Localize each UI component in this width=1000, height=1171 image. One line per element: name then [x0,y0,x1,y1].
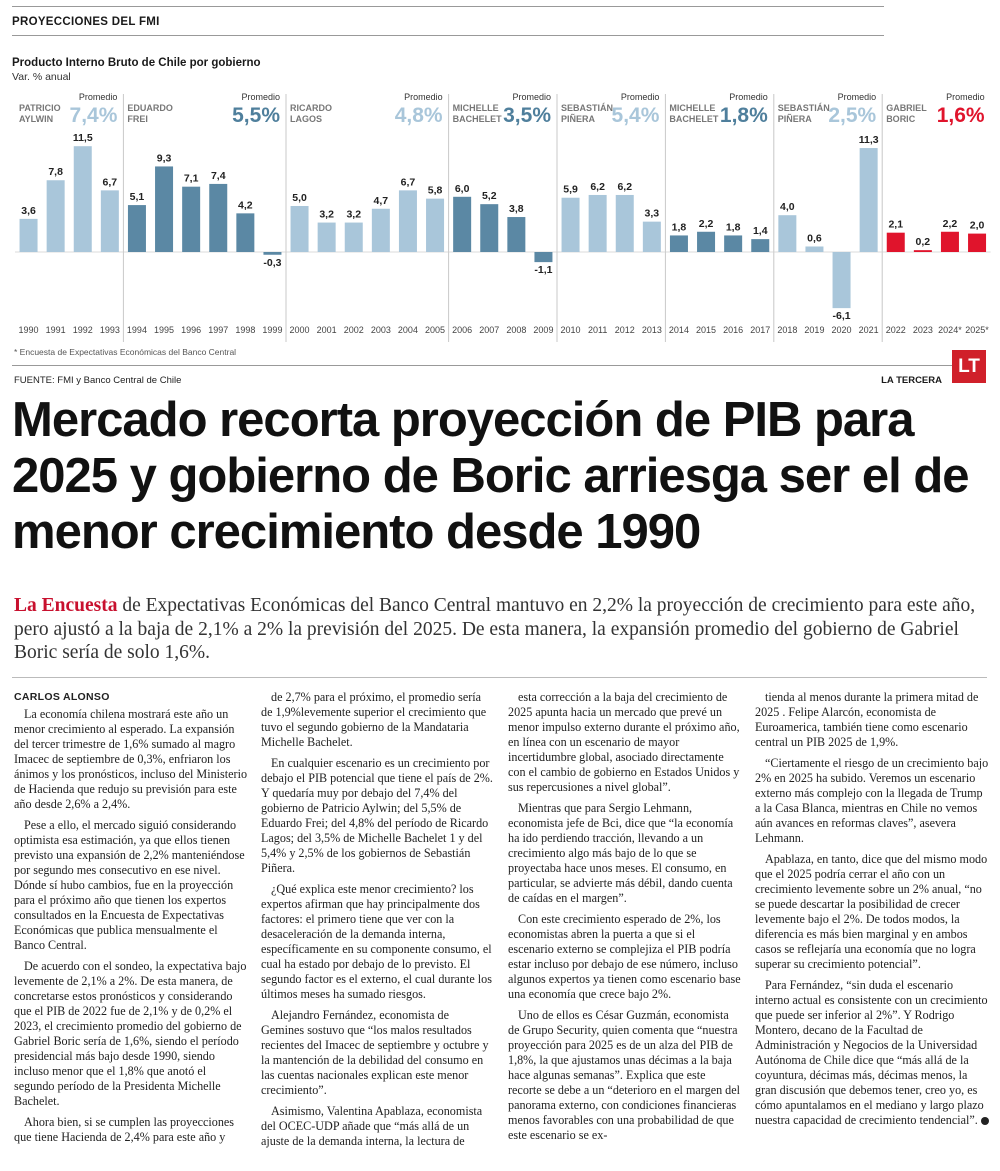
promedio-label: Promedio [837,92,877,102]
value-label: 3,6 [21,204,36,217]
article-paragraph: Asimismo, Valentina Apablaza, economista del OCEC-UDP añade que “más allá de un ajuste de la demanda interna, la lectura de [261,1104,483,1148]
value-label: 6,0 [454,182,470,195]
article-paragraph: “Ciertamente el riesgo de un crecimiento bajo 2% en 2025 ha subido. Veremos un escenario externo más complejo con la llegada de Trump a la Casa Blanca, mientras en Chile no vemos aún avances en reformas claves”, asevera Lehmann. [755,756,989,845]
article-paragraph: ¿Qué explica este menor crecimiento? los expertos afirman que hay principalmente dos factores: el primero tiene que ver con la desaceleración de la demanda interna, específicamente en su componente consumo, el cual ha estado por debajo de lo previsto. El segundo factor es el externo, el cual durante los últimos meses ha sumado riesgos. [261,882,492,1001]
government-name: MICHELLE [669,103,716,113]
article-body [14,690,989,1165]
year-label: 2004 [397,325,418,335]
year-label: 2018 [777,325,798,335]
value-label: 5,8 [427,184,443,197]
year-label: 1997 [208,325,229,335]
promedio-label: Promedio [78,92,118,102]
bar-2008 [507,217,525,252]
government-name: SEBASTIÁN [777,103,830,113]
value-label: 5,9 [563,183,578,196]
government-average: 4,8% [394,104,443,127]
bar-2006 [453,197,471,252]
value-label: 4,2 [238,199,253,212]
promedio-label: Promedio [404,92,443,102]
article-paragraph: de 2,7% para el próximo, el promedio sería de 1,9%levemente superior el crecimiento que tuvo el segundo gobierno de la Mandataria Michelle Bachelet. [261,690,487,749]
bar-2003 [372,209,390,252]
bar-1990 [20,219,38,252]
byline: CARLOS ALONSO [14,691,110,703]
gdp-bar-chart [0,84,1000,360]
lead-kicker: La Encuesta [14,595,118,616]
year-label: 2017 [750,325,771,335]
value-label: 2,1 [888,218,904,231]
bar-2017 [751,239,769,252]
year-label: 2021 [858,325,879,335]
value-label: 4,7 [373,194,389,207]
bar-2001 [318,223,336,252]
year-label: 1998 [235,325,256,335]
article-paragraph: La economía chilena mostrará este año un menor crecimiento al esperado. La expansión del tercer trimestre de 1,6% sumado al magro Imacec de septiembre de 0,3%, enfriaron los ánimos y los pronósticos, incluso del Ministerio de Hacienda que redujo su previsión para este año desde 2,6% a 2,4%. [14,707,248,811]
bar-1998 [236,213,254,252]
value-label: 11,5 [72,132,93,145]
bar-2023 [914,250,932,252]
value-label: 1,4 [752,225,768,238]
bar-2024* [941,232,959,252]
article-paragraph: En cualquier escenario es un crecimiento por debajo el PIB potencial que tiene el país de 2%. Y quedaría muy por debajo del 7,4% del gobierno de Patricio Aylwin; del 5,5% de Eduardo Frei; del 4,8% del período de Ricardo Lagos; del 3,5% de Michelle Bachelet 1 y del 5,4% y 2,5% de los gobiernos de Sebastián Piñera. [261,756,493,875]
year-label: 1995 [154,325,175,335]
value-label: 4,0 [780,201,795,214]
value-label: 6,7 [400,176,416,189]
value-label: 9,3 [156,152,172,165]
bar-1992 [74,146,92,252]
article-column-2 [261,690,495,1155]
promedio-label: Promedio [946,92,985,102]
value-label: 3,2 [319,208,334,221]
government-name: EDUARDO [127,103,173,113]
article-column-4 [755,690,989,1134]
article-paragraph: tienda al menos durante la primera mitad de 2025 . Felipe Alarcón, economista de Euroamerica, también tiene como escenario central un PIB 2025 de 1,9%. [755,690,979,749]
bar-2007 [480,204,498,252]
value-label: 1,8 [725,221,741,234]
bar-2020 [833,252,851,308]
government-average: 1,8% [719,104,768,127]
promedio-label: Promedio [729,92,768,102]
year-label: 2001 [316,325,337,335]
value-label: 7,4 [210,169,226,182]
bar-2022 [887,233,905,252]
year-label: 2002 [343,325,364,335]
bar-1995 [155,166,173,252]
year-label: 2016 [723,325,744,335]
chart-subtitle: Var. % anual [12,71,71,83]
government-name: BACHELET [452,114,502,124]
chart-footnote: * Encuesta de Expectativas Económicas del Banco Central [14,347,237,357]
year-label: 2011 [587,325,608,335]
article-paragraph [755,978,989,1128]
bar-1994 [128,205,146,252]
article-paragraph: Con este crecimiento esperado de 2%, los economistas abren la puerta a que si el escenario externo se complejiza el PIB podría estar incluso por debajo de ese número, incluso algunos expertos ya tienen como escenario base una economía que crece bajo 2%. [508,912,741,1001]
value-label: 5,0 [292,192,307,204]
promedio-label: Promedio [241,92,280,102]
government-name: PIÑERA [561,114,596,124]
government-name: PIÑERA [777,114,812,124]
year-label: 2005 [425,325,446,335]
year-label: 2019 [804,325,825,335]
year-label: 2012 [614,325,635,335]
promedio-label: Promedio [512,92,551,102]
value-label: 3,3 [644,207,660,220]
government-name: AYLWIN [19,114,54,124]
bar-2012 [616,195,634,252]
article-column-1 [14,690,248,1151]
divider [12,365,952,366]
article-paragraph-text: Para Fernández, “sin duda el escenario interno actual es consistente con un crecimiento que puede ser inferior al 2%”. Y Rodrigo Montero, decano de la Facultad de Administración y Negocios de la Universidad Autónoma de Chile dice que “más allá de la coyuntura, décimas más, décimas menos, la gran discusión que debemos tener, creo yo, es cómo apuntalamos en el mediano y largo plazo nuestra capacidad de crecimiento tendencial”. [755,978,988,1127]
year-label: 2010 [560,325,581,335]
bar-1996 [182,187,200,252]
lead-paragraph [14,594,989,665]
end-mark-icon [981,1117,989,1125]
value-label: -0,3 [263,256,282,269]
government-name: BORIC [886,114,916,124]
bar-2018 [778,215,796,252]
year-label: 2000 [289,325,310,335]
year-label: 1993 [99,325,120,335]
article-paragraph: De acuerdo con el sondeo, la expectativa bajo levemente de 2,1% a 2%. De esta manera, de concretarse estos pronósticos y considerando que el PIB de 2022 fue de 2,1% y de 0,2% el 2023, el crecimiento promedio del gobierno de Gabriel Boric sería de 1,6%, siendo el período presidencial más bajo desde 1990, siendo incluso menor que el 1,8% que anotó el segundo período de la Presidenta Michelle Bachelet. [14,959,247,1108]
year-label: 1994 [126,325,147,335]
bar-1997 [209,184,227,252]
government-name: LAGOS [290,114,323,124]
year-label: 2015 [696,325,717,335]
government-name: PATRICIO [19,103,61,113]
year-label: 2014 [668,325,689,335]
year-label: 2003 [370,325,391,335]
article-paragraph: Ahora bien, si se cumplen las proyecciones que tiene Hacienda de 2,4% para este año y [14,1115,235,1144]
bar-2019 [805,246,823,252]
government-name: RICARDO [290,103,332,113]
year-label: 1990 [18,325,39,335]
value-label: 0,6 [807,232,822,245]
value-label: 7,8 [48,166,63,179]
year-label: 2006 [452,325,473,335]
year-label: 2024* [938,325,962,335]
value-label: 11,3 [858,134,879,147]
bar-2004 [399,190,417,252]
government-average: 2,5% [828,104,877,127]
article-column-3 [508,690,742,1149]
value-label: -1,1 [534,264,553,277]
bar-1999 [263,252,281,255]
chart-title: Producto Interno Bruto de Chile por gobierno [12,57,261,69]
value-label: 3,8 [509,203,524,216]
year-label: 2007 [479,325,500,335]
bar-2014 [670,235,688,252]
value-label: 2,0 [969,219,985,232]
article-paragraph: Mientras que para Sergio Lehmann, economista jefe de Bci, dice que “la economía ha ido perdiendo tracción, llevando a un crecimiento algo más bajo de lo que se proyectaba hace unos meses. El consumo, en particular, se advierte más débil, dando cuenta de caídas en el margen”. [508,801,734,905]
bar-2010 [562,198,580,252]
bar-2021 [860,148,878,252]
article-paragraph: Apablaza, en tanto, dice que del mismo modo que el 2025 podría cerrar el año con un crecimiento levemente sobre un 2% anual, “no se puede descartar la posibilidad de crecer levemente bajo el 2%. De todos modos, la diferencia es más bien marginal y en ambos casos se reflejaría una economía que no logra superar su crecimiento potencial”. [755,852,988,971]
government-name: SEBASTIÁN [561,103,614,113]
government-average: 1,6% [936,104,985,127]
value-label: 7,1 [183,172,199,185]
year-label: 1996 [181,325,202,335]
year-label: 2020 [831,325,852,335]
bar-2000 [291,206,309,252]
bar-2015 [697,232,715,252]
value-label: -6,1 [832,310,851,323]
bar-2016 [724,235,742,252]
value-label: 2,2 [942,217,958,230]
value-label: 6,7 [102,176,118,189]
article-paragraph: Alejandro Fernández, economista de Gemines sostuvo que “los malos resultados recientes del Imacec de septiembre y octubre y la mantención de la debilidad del consumo en las cuentas nacionales explican este menor crecimiento”. [261,1008,489,1097]
value-label: 2,2 [698,217,714,230]
value-label: 5,2 [481,190,497,203]
headline: Mercado recorta proyección de PIB para 2025 y gobierno de Boric arriesga ser el de menor crecimiento desde 1990 [12,393,969,559]
government-average: 3,5% [503,104,551,127]
brand-name: LA TERCERA [881,375,942,386]
year-label: 2009 [533,325,554,335]
government-average: 5,5% [232,104,280,127]
year-label: 1999 [262,325,283,335]
bar-2002 [345,223,363,252]
government-average: 5,4% [611,104,660,127]
bar-1991 [47,180,65,252]
year-label: 1991 [45,325,66,335]
bar-1993 [101,190,119,252]
article-paragraph: esta corrección a la baja del crecimiento de 2025 apunta hacia un mercado que prevé un menor impulso externo durante el próximo año, en línea con un escenario de mayor incertidumbre global, asociado directamente con el cambio de gobierno en Estados Unidos y sus repercusiones a nivel global”. [508,690,740,794]
value-label: 0,2 [915,236,931,249]
year-label: 2023 [912,325,933,335]
la-tercera-logo: LT [952,350,986,383]
government-average: 7,4% [69,104,118,127]
value-label: 6,2 [590,180,605,193]
government-name: BACHELET [669,114,719,124]
article-paragraph: Pese a ello, el mercado siguió considerando optimista esa estimación, ya que ellos tienen previsto una expansión de 2,2% manteniéndose por segundo mes consecutivo en ese nivel. Dónde sí hubo cambios, fue en la proyección para el próximo año que tienen los expertos consultados en la Encuesta de Expectativas Económicas que publica mensualmente el Banco Central. [14,818,245,952]
promedio-label: Promedio [620,92,660,102]
divider [12,677,987,678]
bar-2005 [426,199,444,252]
government-name: FREI [127,114,148,124]
value-label: 1,8 [671,221,687,234]
section-header: PROYECCIONES DEL FMI [12,6,884,36]
bar-2009 [534,252,552,262]
year-label: 2008 [506,325,527,335]
government-name: MICHELLE [452,103,499,113]
value-label: 6,2 [617,180,633,193]
bar-2025* [968,234,986,252]
year-label: 2022 [885,325,906,335]
government-name: GABRIEL [886,103,927,113]
value-label: 3,2 [346,208,362,221]
year-label: 2025* [965,325,989,335]
bar-2013 [643,222,661,252]
year-label: 1992 [72,325,93,335]
lead-text: de Expectativas Económicas del Banco Central mantuvo en 2,2% la proyección de crecimiento para este año, pero ajustó a la baja de 2,1% a 2% la previsión del 2025. De esta manera, la expansión promedio del gobierno de Gabriel Boric sería de solo 1,6%. [14,595,976,663]
year-label: 2013 [641,325,662,335]
source-credit: FUENTE: FMI y Banco Central de Chile [14,375,182,386]
article-paragraph: Uno de ellos es César Guzmán, economista de Grupo Security, quien comenta que “nuestra proyección para 2025 es de un alza del PIB de 1,8%, la que ajustamos unas décimas a la baja hace algunas semanas”. Explica que este recorte se debe a un “deterioro en el margen del panorama externo, con condiciones financieras menos favorables con una probabilidad de que este escenario se ex- [508,1008,741,1142]
value-label: 5,1 [129,191,145,204]
bar-2011 [589,195,607,252]
